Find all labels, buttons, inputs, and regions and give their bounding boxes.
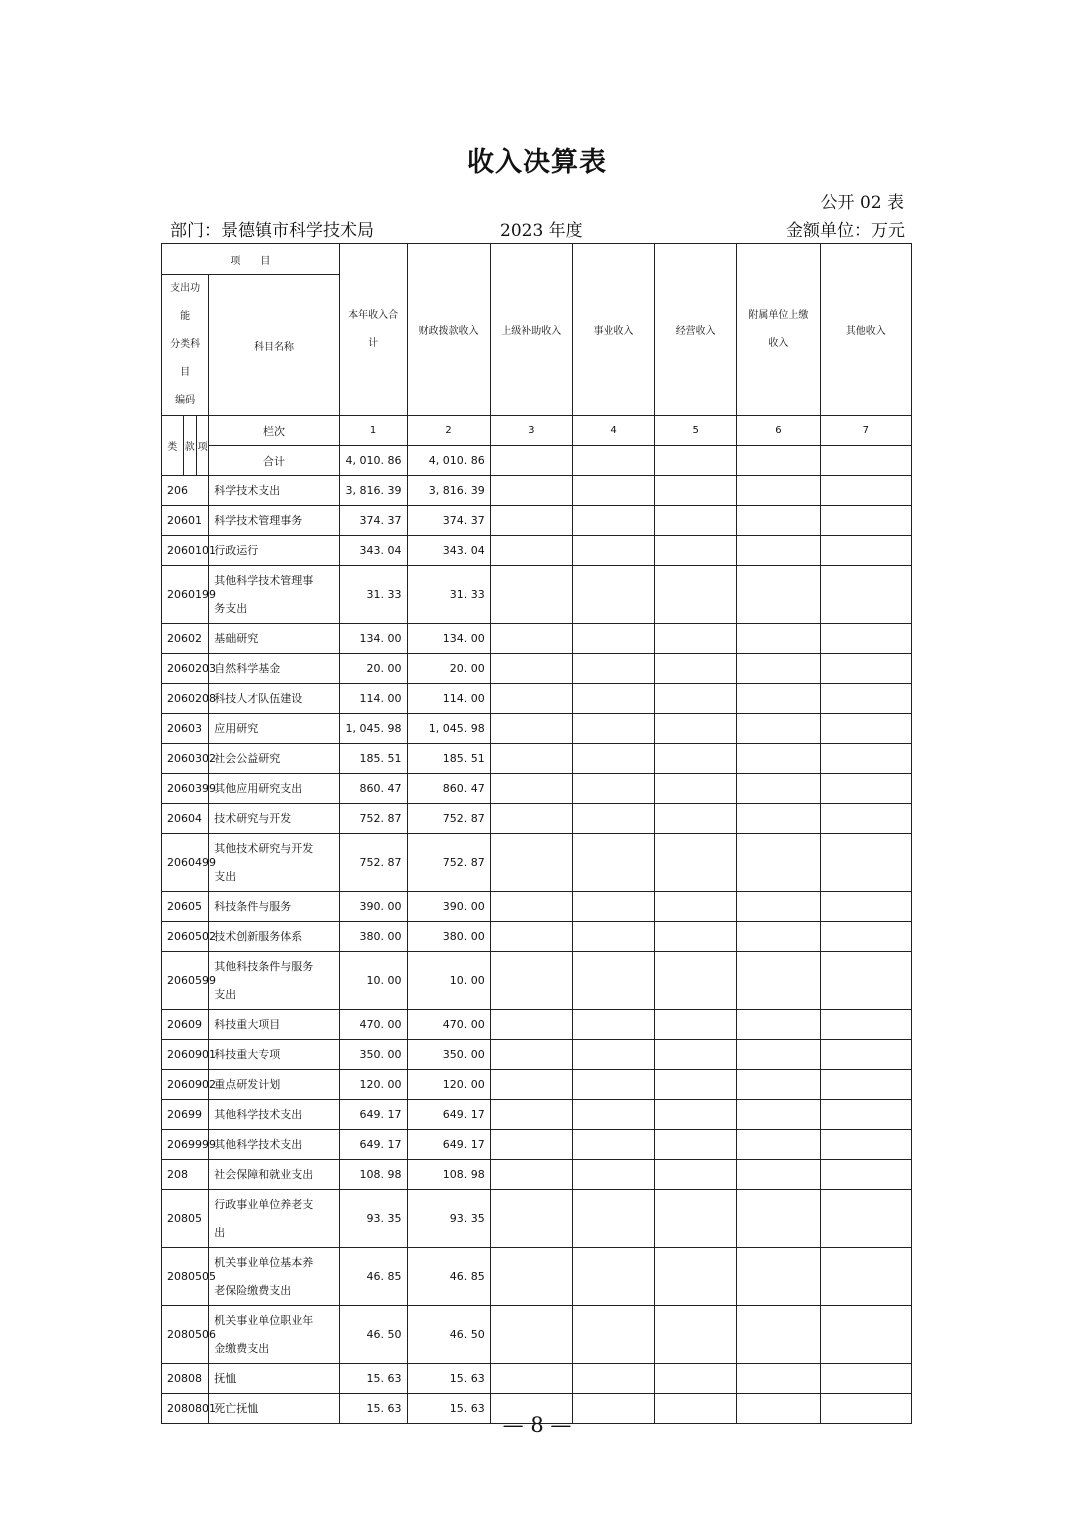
amount-cell [737, 1160, 820, 1190]
amount-cell [490, 714, 572, 744]
amount-cell [655, 1100, 737, 1130]
subject-code: 20609 [162, 1010, 209, 1040]
subject-name: 其他应用研究支出 [209, 774, 339, 804]
subject-code: 2060499 [162, 834, 209, 892]
amount-cell [820, 654, 912, 684]
amount-cell [737, 1248, 820, 1306]
amount-cell [572, 922, 654, 952]
subject-code: 20805 [162, 1190, 209, 1248]
subject-code: 2069999 [162, 1130, 209, 1160]
amount-cell: 860. 47 [407, 774, 490, 804]
amount-cell [490, 1160, 572, 1190]
amount-cell [737, 1190, 820, 1248]
amount-cell [490, 566, 572, 624]
column-header-other: 其他收入 [820, 244, 912, 416]
amount-cell [737, 624, 820, 654]
amount-cell [490, 1306, 572, 1364]
table-row [162, 1248, 912, 1306]
subject-name: 应用研究 [209, 714, 339, 744]
amount-cell [655, 744, 737, 774]
amount-cell [572, 774, 654, 804]
amount-cell [820, 1160, 912, 1190]
amount-cell: 752. 87 [339, 804, 407, 834]
col-number: 1 [339, 416, 407, 446]
table-row [162, 1040, 912, 1070]
amount-cell [737, 1010, 820, 1040]
amount-cell: 649. 17 [407, 1100, 490, 1130]
amount-cell [820, 1040, 912, 1070]
amount-cell: 114. 00 [339, 684, 407, 714]
amount-cell [572, 892, 654, 922]
amount-cell [820, 892, 912, 922]
subject-code: 2060399 [162, 774, 209, 804]
total-value [490, 446, 572, 476]
amount-cell [820, 1364, 912, 1394]
subject-code: 2060901 [162, 1040, 209, 1070]
amount-cell: 860. 47 [339, 774, 407, 804]
amount-cell [572, 1248, 654, 1306]
amount-cell [572, 654, 654, 684]
amount-cell [490, 1364, 572, 1394]
amount-cell [737, 804, 820, 834]
subject-name: 其他科学技术支出 [209, 1100, 339, 1130]
subject-code: 20601 [162, 506, 209, 536]
subject-code: 2060203 [162, 654, 209, 684]
subject-code: 2060502 [162, 922, 209, 952]
amount-cell [655, 1070, 737, 1100]
amount-cell [490, 1248, 572, 1306]
amount-cell [655, 1040, 737, 1070]
amount-cell [572, 1130, 654, 1160]
amount-cell [655, 624, 737, 654]
amount-cell [572, 1364, 654, 1394]
table-row [162, 1364, 912, 1394]
subject-code: 2060208 [162, 684, 209, 714]
amount-cell [820, 922, 912, 952]
total-label: 合计 [209, 446, 339, 476]
amount-cell [820, 1130, 912, 1160]
amount-cell [737, 1070, 820, 1100]
amount-unit: 金额单位：万元 [786, 221, 905, 241]
amount-cell [490, 1010, 572, 1040]
amount-cell [490, 1190, 572, 1248]
amount-cell: 374. 37 [339, 506, 407, 536]
amount-cell: 15. 63 [407, 1364, 490, 1394]
code-group-header: 支出功能 分类科目 编码 [162, 275, 209, 416]
subject-name: 重点研发计划 [209, 1070, 339, 1100]
page-title: 收入决算表 [467, 147, 607, 178]
table-row [162, 714, 912, 744]
amount-cell [572, 566, 654, 624]
amount-cell [490, 654, 572, 684]
amount-cell [572, 1010, 654, 1040]
table-row [162, 892, 912, 922]
amount-cell: 93. 35 [407, 1190, 490, 1248]
amount-cell [572, 714, 654, 744]
amount-cell [820, 1100, 912, 1130]
amount-cell [572, 744, 654, 774]
amount-cell [572, 1190, 654, 1248]
amount-cell: 10. 00 [339, 952, 407, 1010]
amount-cell [572, 476, 654, 506]
amount-cell [737, 922, 820, 952]
subject-name: 科技重大项目 [209, 1010, 339, 1040]
table-row [162, 1190, 912, 1248]
amount-cell: 15. 63 [339, 1394, 407, 1424]
amount-cell: 93. 35 [339, 1190, 407, 1248]
amount-cell: 114. 00 [407, 684, 490, 714]
amount-cell [737, 892, 820, 922]
amount-cell [490, 774, 572, 804]
amount-cell [655, 536, 737, 566]
amount-cell [490, 624, 572, 654]
total-value [572, 446, 654, 476]
amount-cell [655, 476, 737, 506]
table-row [162, 684, 912, 714]
amount-cell: 343. 04 [407, 536, 490, 566]
total-value [737, 446, 820, 476]
amount-cell [655, 1306, 737, 1364]
amount-cell [572, 1100, 654, 1130]
lanci-label: 栏次 [209, 416, 339, 446]
col-number: 6 [737, 416, 820, 446]
amount-cell: 470. 00 [339, 1010, 407, 1040]
amount-cell [655, 1160, 737, 1190]
column-header-affiliated: 附属单位上缴 收入 [737, 244, 820, 416]
table-row [162, 922, 912, 952]
amount-cell [490, 744, 572, 774]
column-header-superior-subsidy: 上级补助收入 [490, 244, 572, 416]
amount-cell [820, 1190, 912, 1248]
subject-name: 其他科学技术管理事 务支出 [209, 566, 339, 624]
amount-cell: 1, 045. 98 [339, 714, 407, 744]
subject-name: 社会公益研究 [209, 744, 339, 774]
subject-code: 2080801 [162, 1394, 209, 1424]
amount-cell [820, 834, 912, 892]
subject-code: 2080506 [162, 1306, 209, 1364]
amount-cell [655, 834, 737, 892]
amount-cell [655, 922, 737, 952]
amount-cell: 31. 33 [339, 566, 407, 624]
amount-cell [572, 1160, 654, 1190]
table-row [162, 1306, 912, 1364]
amount-cell [572, 684, 654, 714]
col-number: 3 [490, 416, 572, 446]
subject-name: 其他技术研究与开发 支出 [209, 834, 339, 892]
amount-cell [655, 774, 737, 804]
amount-cell: 120. 00 [339, 1070, 407, 1100]
column-header-operating: 经营收入 [655, 244, 737, 416]
subject-code: 20605 [162, 892, 209, 922]
amount-cell: 185. 51 [339, 744, 407, 774]
subject-code: 206 [162, 476, 209, 506]
subject-name: 行政事业单位养老支 出 [209, 1190, 339, 1248]
subject-code: 20603 [162, 714, 209, 744]
table-row [162, 476, 912, 506]
amount-cell [820, 804, 912, 834]
col-number: 4 [572, 416, 654, 446]
subject-code: 20699 [162, 1100, 209, 1130]
amount-cell [737, 566, 820, 624]
subject-code: 20604 [162, 804, 209, 834]
total-value [655, 446, 737, 476]
subject-name: 社会保障和就业支出 [209, 1160, 339, 1190]
amount-cell [655, 952, 737, 1010]
amount-cell [737, 714, 820, 744]
total-value: 4, 010. 86 [407, 446, 490, 476]
project-header: 项 目 [162, 244, 340, 275]
amount-cell [655, 1190, 737, 1248]
subject-code: 2060599 [162, 952, 209, 1010]
amount-cell: 374. 37 [407, 506, 490, 536]
amount-cell [820, 506, 912, 536]
page-number: — 8 — [502, 1413, 572, 1437]
col-number: 2 [407, 416, 490, 446]
column-header-fiscal: 财政拨款收入 [407, 244, 490, 416]
table-row [162, 1010, 912, 1040]
form-number: 公开 02 表 [820, 193, 904, 213]
table-row [162, 1130, 912, 1160]
amount-cell: 46. 85 [339, 1248, 407, 1306]
subject-name: 科技条件与服务 [209, 892, 339, 922]
subject-code: 2060101 [162, 536, 209, 566]
amount-cell [572, 834, 654, 892]
amount-cell [490, 892, 572, 922]
subject-code: 2060902 [162, 1070, 209, 1100]
amount-cell [655, 506, 737, 536]
amount-cell [655, 1248, 737, 1306]
amount-cell [820, 1306, 912, 1364]
amount-cell [572, 952, 654, 1010]
amount-cell: 343. 04 [339, 536, 407, 566]
amount-cell: 46. 50 [407, 1306, 490, 1364]
amount-cell: 649. 17 [339, 1100, 407, 1130]
amount-cell [820, 536, 912, 566]
column-header-total: 本年收入合 计 [339, 244, 407, 416]
department-label: 部门：景德镇市科学技术局 [170, 221, 374, 241]
amount-cell: 390. 00 [407, 892, 490, 922]
amount-cell [737, 1306, 820, 1364]
subject-code: 20808 [162, 1364, 209, 1394]
subject-name: 机关事业单位基本养 老保险缴费支出 [209, 1248, 339, 1306]
amount-cell [820, 774, 912, 804]
table-row [162, 774, 912, 804]
amount-cell: 752. 87 [407, 804, 490, 834]
xiang-header: 项 [196, 416, 208, 476]
amount-cell: 3, 816. 39 [339, 476, 407, 506]
amount-cell [737, 1130, 820, 1160]
amount-cell: 649. 17 [407, 1130, 490, 1160]
subject-name: 技术创新服务体系 [209, 922, 339, 952]
amount-cell [820, 744, 912, 774]
amount-cell: 108. 98 [407, 1160, 490, 1190]
subject-name: 技术研究与开发 [209, 804, 339, 834]
subject-name-header: 科目名称 [209, 275, 339, 416]
total-value: 4, 010. 86 [339, 446, 407, 476]
subject-code: 2060302 [162, 744, 209, 774]
amount-cell [820, 476, 912, 506]
amount-cell [490, 476, 572, 506]
amount-cell: 649. 17 [339, 1130, 407, 1160]
amount-cell [572, 804, 654, 834]
amount-cell [737, 952, 820, 1010]
col-number: 7 [820, 416, 912, 446]
amount-cell [737, 744, 820, 774]
amount-cell [820, 1010, 912, 1040]
amount-cell [820, 1070, 912, 1100]
amount-cell: 31. 33 [407, 566, 490, 624]
amount-cell [490, 1100, 572, 1130]
subject-name: 行政运行 [209, 536, 339, 566]
amount-cell [655, 804, 737, 834]
subject-name: 其他科技条件与服务 支出 [209, 952, 339, 1010]
amount-cell: 350. 00 [339, 1040, 407, 1070]
amount-cell [737, 476, 820, 506]
subject-name: 机关事业单位职业年 金缴费支出 [209, 1306, 339, 1364]
amount-cell [820, 1248, 912, 1306]
subject-name: 死亡抚恤 [209, 1394, 339, 1424]
amount-cell: 390. 00 [339, 892, 407, 922]
amount-cell [820, 624, 912, 654]
amount-cell [737, 774, 820, 804]
amount-cell [655, 1364, 737, 1394]
amount-cell [655, 566, 737, 624]
amount-cell [490, 684, 572, 714]
report-meta [170, 216, 905, 240]
amount-cell [737, 1040, 820, 1070]
amount-cell [490, 536, 572, 566]
amount-cell [737, 684, 820, 714]
amount-cell: 46. 50 [339, 1306, 407, 1364]
fiscal-year: 2023 年度 [500, 221, 583, 241]
amount-cell: 470. 00 [407, 1010, 490, 1040]
amount-cell: 185. 51 [407, 744, 490, 774]
subject-name: 科学技术管理事务 [209, 506, 339, 536]
amount-cell [572, 1040, 654, 1070]
amount-cell [737, 834, 820, 892]
amount-cell: 108. 98 [339, 1160, 407, 1190]
amount-cell: 20. 00 [339, 654, 407, 684]
amount-cell: 752. 87 [407, 834, 490, 892]
amount-cell: 120. 00 [407, 1070, 490, 1100]
amount-cell [820, 684, 912, 714]
subject-code: 2080505 [162, 1248, 209, 1306]
subject-name: 科学技术支出 [209, 476, 339, 506]
amount-cell: 15. 63 [407, 1394, 490, 1424]
lei-header: 类 [162, 416, 184, 476]
subject-code: 20602 [162, 624, 209, 654]
amount-cell: 1, 045. 98 [407, 714, 490, 744]
subject-name: 基础研究 [209, 624, 339, 654]
amount-cell: 20. 00 [407, 654, 490, 684]
amount-cell [572, 1070, 654, 1100]
total-value [820, 446, 912, 476]
amount-cell [572, 506, 654, 536]
amount-cell [737, 536, 820, 566]
amount-cell [820, 566, 912, 624]
amount-cell: 3, 816. 39 [407, 476, 490, 506]
table-row [162, 1100, 912, 1130]
amount-cell [655, 684, 737, 714]
table-row [162, 952, 912, 1010]
amount-cell: 380. 00 [407, 922, 490, 952]
amount-cell [655, 654, 737, 684]
col-number: 5 [655, 416, 737, 446]
subject-name: 抚恤 [209, 1364, 339, 1394]
amount-cell [655, 1010, 737, 1040]
subject-name: 其他科学技术支出 [209, 1130, 339, 1160]
amount-cell: 134. 00 [339, 624, 407, 654]
amount-cell: 752. 87 [339, 834, 407, 892]
subject-code: 208 [162, 1160, 209, 1190]
amount-cell [655, 714, 737, 744]
amount-cell [820, 952, 912, 1010]
table-row [162, 1070, 912, 1100]
amount-cell [490, 922, 572, 952]
amount-cell [490, 1130, 572, 1160]
amount-cell: 15. 63 [339, 1364, 407, 1394]
amount-cell: 10. 00 [407, 952, 490, 1010]
table-row [162, 536, 912, 566]
amount-cell: 134. 00 [407, 624, 490, 654]
amount-cell: 380. 00 [339, 922, 407, 952]
table-row [162, 834, 912, 892]
table-row [162, 744, 912, 774]
amount-cell [490, 1040, 572, 1070]
table-row [162, 566, 912, 624]
column-header-business: 事业收入 [572, 244, 654, 416]
table-row [162, 804, 912, 834]
amount-cell [737, 506, 820, 536]
amount-cell [820, 714, 912, 744]
amount-cell [490, 834, 572, 892]
table-row [162, 1160, 912, 1190]
amount-cell: 350. 00 [407, 1040, 490, 1070]
amount-cell [655, 1130, 737, 1160]
amount-cell [737, 654, 820, 684]
amount-cell [572, 536, 654, 566]
income-final-accounts-table [161, 243, 912, 1424]
table-row [162, 624, 912, 654]
table-row [162, 506, 912, 536]
subject-name: 科技重大专项 [209, 1040, 339, 1070]
amount-cell [490, 804, 572, 834]
amount-cell: 46. 85 [407, 1248, 490, 1306]
kuan-header: 款 [183, 416, 196, 476]
amount-cell [737, 1364, 820, 1394]
amount-cell [490, 1070, 572, 1100]
amount-cell [737, 1100, 820, 1130]
amount-cell [572, 1306, 654, 1364]
amount-cell [490, 952, 572, 1010]
amount-cell [655, 892, 737, 922]
amount-cell [572, 624, 654, 654]
subject-name: 自然科学基金 [209, 654, 339, 684]
subject-code: 2060199 [162, 566, 209, 624]
amount-cell [490, 506, 572, 536]
table-row [162, 654, 912, 684]
subject-name: 科技人才队伍建设 [209, 684, 339, 714]
